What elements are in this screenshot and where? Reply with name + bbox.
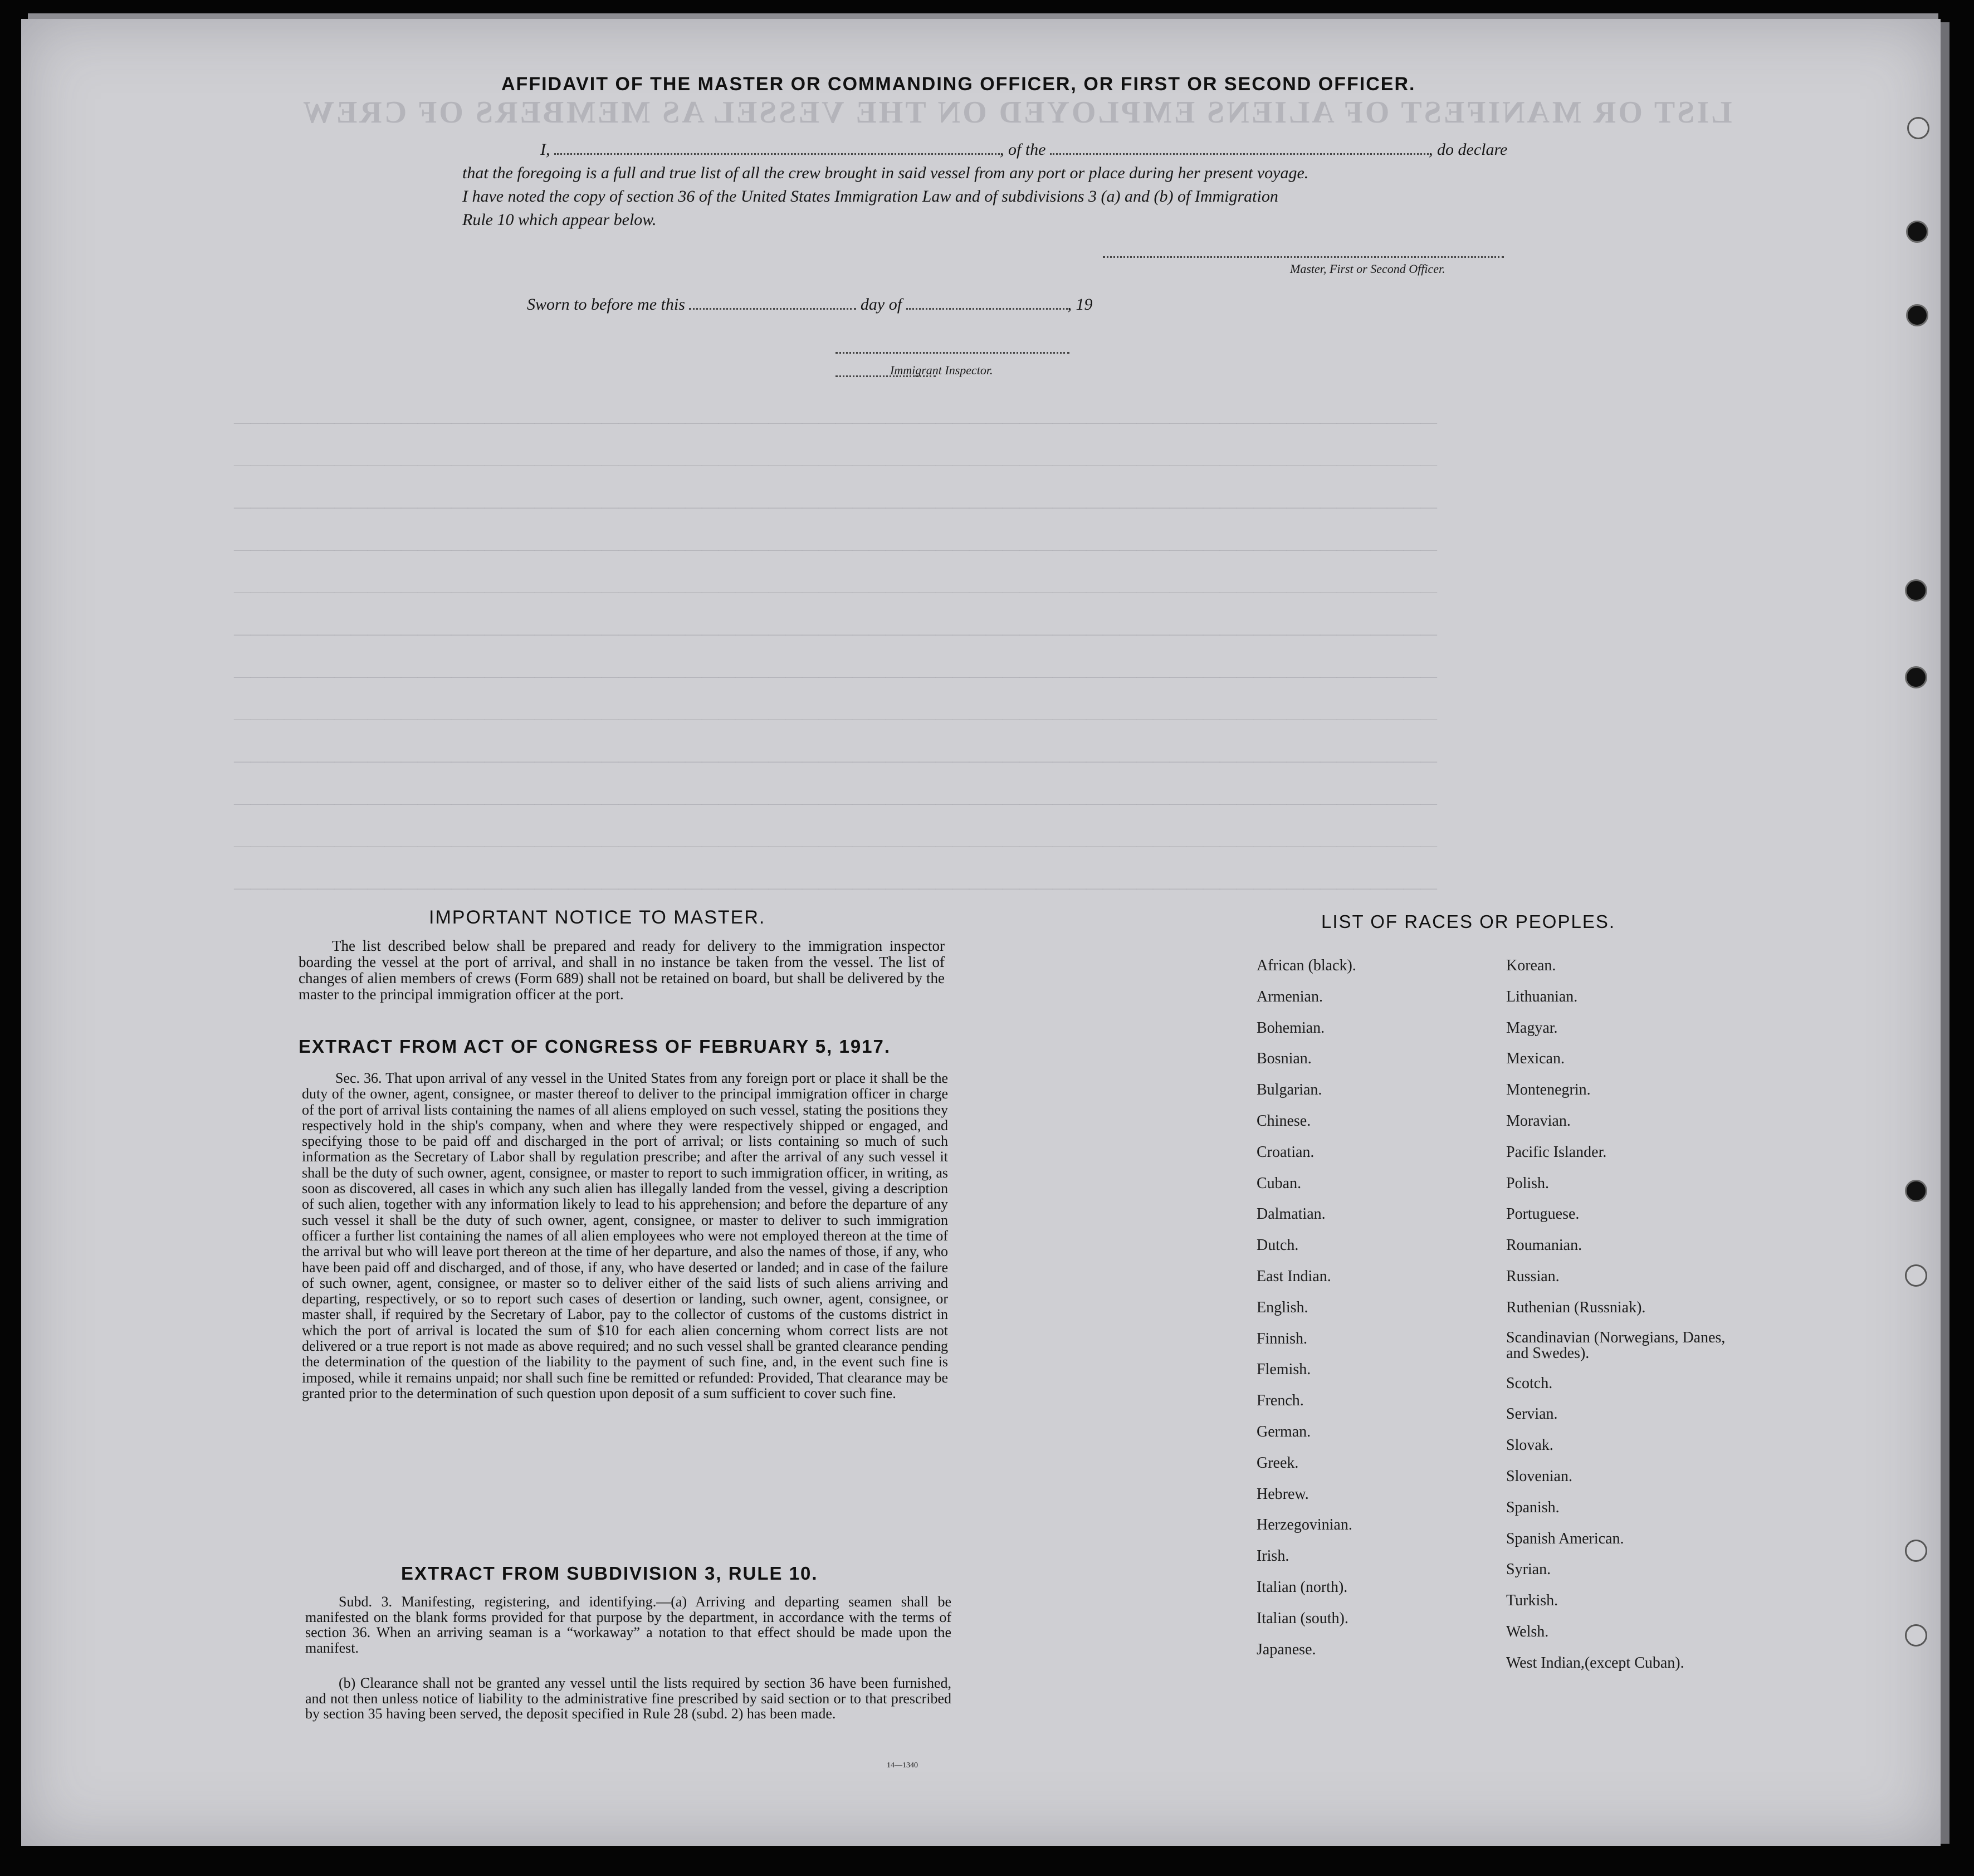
sworn-year: , 19	[1067, 295, 1093, 314]
affidavit-line-4: Rule 10 which appear below.	[462, 211, 657, 229]
affidavit-declaration	[540, 140, 1507, 159]
punch-hole	[1905, 579, 1927, 602]
race-item: Dutch.	[1257, 1237, 1299, 1254]
race-item: Scandinavian (Norwegians, Danes, and Swedes).	[1506, 1328, 1726, 1362]
race-item: Mexican.	[1506, 1050, 1565, 1068]
race-item: Lithuanian.	[1506, 988, 1578, 1005]
punch-hole	[1905, 666, 1927, 688]
race-item: Japanese.	[1257, 1640, 1316, 1658]
vessel-blank	[1050, 142, 1429, 155]
name-blank	[554, 142, 1000, 155]
race-item: Russian.	[1506, 1267, 1560, 1285]
race-item: German.	[1257, 1423, 1311, 1440]
affidavit-title: AFFIDAVIT OF THE MASTER OR COMMANDING OFFICER, OR FIRST OR SECOND OFFICER.	[501, 74, 1416, 95]
race-item: Syrian.	[1506, 1561, 1551, 1579]
rule-extract-body-a: Subd. 3. Manifesting, registering, and identifying.—(a) Arriving and departing seamen shall be manifested on the blank forms provided for that purpose by the department, in accordance with the terms of section 36. When an arriving seaman is a “workaway” a notation to that effect should be made upon the manifest.	[305, 1594, 951, 1656]
punch-hole	[1905, 1624, 1927, 1647]
race-item: Servian.	[1506, 1405, 1558, 1423]
inspector-label: Immigrant Inspector.	[890, 363, 993, 377]
punch-hole	[1906, 304, 1928, 326]
sheet-right-edge	[1941, 22, 1949, 1844]
race-item: Korean.	[1506, 957, 1556, 974]
sworn-month-blank	[906, 297, 1068, 310]
race-item: Ruthenian (Russniak).	[1506, 1298, 1646, 1316]
punch-hole	[1905, 1180, 1927, 1202]
races-right-column	[1506, 957, 1740, 1686]
declaration-of-the: , of the	[1000, 140, 1046, 159]
declaration-do-declare: , do declare	[1429, 140, 1508, 159]
race-item: Welsh.	[1506, 1623, 1549, 1640]
race-item: Flemish.	[1257, 1361, 1311, 1379]
race-item: Spanish American.	[1506, 1530, 1624, 1547]
affidavit-line-3: I have noted the copy of section 36 of the United States Immigration Law and of subdivisions 3 (a) and (b) of Immigration	[462, 187, 1278, 206]
rule-extract-title: EXTRACT FROM SUBDIVISION 3, RULE 10.	[401, 1563, 818, 1584]
master-signature-line	[1103, 245, 1504, 258]
sworn-prefix: Sworn to before me this	[527, 295, 685, 314]
race-item: African (black).	[1257, 957, 1356, 974]
notice-body: The list described below shall be prepared and ready for delivery to the immigration inspector boarding the vessel at the port of arrival, and shall in no instance be taken from the vessel. The list of changes of alien members of crews (Form 689) shall not be retained on board, but shall be delivered by the master to the principal immigration officer at the port.	[299, 937, 945, 1003]
punch-hole	[1907, 117, 1929, 139]
race-item: Pacific Islander.	[1506, 1143, 1607, 1161]
race-item: Scotch.	[1506, 1374, 1553, 1392]
race-item: English.	[1257, 1298, 1308, 1316]
race-item: Italian (north).	[1257, 1578, 1348, 1596]
punch-hole	[1905, 1264, 1927, 1287]
races-title: LIST OF RACES OR PEOPLES.	[1321, 911, 1616, 932]
master-signature-label: Master, First or Second Officer.	[1290, 262, 1445, 276]
race-item: West Indian,(except Cuban).	[1506, 1654, 1684, 1672]
race-item: Herzegovinian.	[1257, 1516, 1352, 1534]
act-extract-title: EXTRACT FROM ACT OF CONGRESS OF FEBRUARY 5, 1917.	[299, 1036, 891, 1057]
sworn-day-of: day of	[860, 295, 902, 314]
race-item: Montenegrin.	[1506, 1081, 1591, 1099]
race-item: Chinese.	[1257, 1112, 1311, 1130]
race-item: Irish.	[1257, 1547, 1289, 1565]
rule-extract-body-b: (b) Clearance shall not be granted any vessel until the lists required by section 36 have been furnished, and not then unless notice of liability to the administrative fine prescribed by said section or to that prescribed by section 35 having been served, the deposit specified in Rule 28 (subd. 2) has been made.	[305, 1675, 951, 1722]
sworn-line	[527, 295, 1093, 314]
race-item: Magyar.	[1506, 1019, 1558, 1037]
race-item: Roumanian.	[1506, 1237, 1582, 1254]
affidavit-line-2: that the foregoing is a full and true list of all the crew brought in said vessel from any port or place during her present voyage.	[462, 164, 1309, 182]
race-item: East Indian.	[1257, 1267, 1331, 1285]
race-item: Finnish.	[1257, 1330, 1308, 1347]
races-left-column	[1257, 957, 1356, 1672]
race-item: Turkish.	[1506, 1592, 1558, 1610]
race-item: Polish.	[1506, 1174, 1550, 1192]
race-item: Italian (south).	[1257, 1609, 1348, 1627]
race-item: Bohemian.	[1257, 1019, 1325, 1037]
form-number: 14—1340	[887, 1761, 918, 1770]
punch-hole	[1906, 221, 1928, 243]
race-item: Portuguese.	[1506, 1205, 1580, 1223]
bleed-through-header: LIST OR MANIFEST OF ALIENS EMPLOYED ON THE VESSEL AS MEMBERS OF CREW	[301, 95, 1732, 130]
race-item: Croatian.	[1257, 1143, 1315, 1161]
race-item: French.	[1257, 1392, 1304, 1410]
race-item: Bulgarian.	[1257, 1081, 1322, 1099]
race-item: Dalmatian.	[1257, 1205, 1326, 1223]
race-item: Greek.	[1257, 1454, 1299, 1472]
race-item: Bosnian.	[1257, 1050, 1312, 1068]
race-item: Armenian.	[1257, 988, 1323, 1005]
sworn-day-blank	[689, 297, 856, 310]
race-item: Hebrew.	[1257, 1485, 1309, 1503]
declaration-i: I,	[540, 140, 550, 159]
bleed-through-rows: ———————————————————————————————————————————————————————————————————————— ———————————————————————————————————————————————————————————————————————— ———————————————————————————————————————————————————————————————————————— ———————————————————————————————————————————————————————————————————————— ———————————————————————————————————————————————————————————————————————— ———————————————————————————————————————————————————————————————————————— ———————————————————————————————————————————————————————————————————————— ———————————————————————————————————————————————————————————————————————— ———————————————————————————————————————————————————————————————————————— ———————————————————————————————————————————————————————————————————————— ———————————————————————————————————————————————————————————————————————— ————————————————————————————————————————————————————————————————————————	[234, 413, 1437, 897]
punch-hole	[1905, 1540, 1927, 1562]
notice-title: IMPORTANT NOTICE TO MASTER.	[429, 907, 766, 928]
race-item: Cuban.	[1257, 1174, 1302, 1192]
race-item: Spanish.	[1506, 1498, 1560, 1516]
inspector-signature-line	[835, 341, 1069, 354]
race-item: Slovak.	[1506, 1437, 1553, 1454]
race-item: Slovenian.	[1506, 1467, 1572, 1485]
act-extract-body: Sec. 36. That upon arrival of any vessel in the United States from any foreign port or place it shall be the duty of the owner, agent, consignee, or master thereof to deliver to the principal immigration officer in charge of the port of arrival lists containing the names of all aliens employed on such vessel, stating the positions they respectively hold in the ship's company, when and where they were respectively shipped or engaged, and specifying those to be paid off and discharged in the port of arrival; or lists containing so much of such information as the Secretary of Labor shall by regulation prescribe; and after the arrival of any such vessel it shall be the duty of such owner, agent, consignee, or master to report to such immigration officer, in writing, as soon as discovered, all cases in which any such alien has illegally landed from the vessel, giving a description of such alien, together with any information likely to lead to his apprehension; and before the departure of any such vessel it shall be the duty of such owner, agent, consignee, or master to deliver to such immigration officer a further list containing the names of all alien employees who were not employed thereon at the time of the arrival but who will leave port thereon at the time of her departure, and also the names of those, if any, who have been paid off and discharged, and of those, if any, who have deserted or landed; and in case of the failure of such owner, agent, consignee, or master so to deliver either of the said lists of such aliens arriving and departing, respectively, or so to report such cases of desertion or landing, such owner, agent, consignee, or master shall, if required by the Secretary of Labor, pay to the collector of customs of the customs district in which the port of arrival is located the sum of $10 for each alien concerning whom correct lists are not delivered or a true report is not made as above required; and no such vessel shall be granted clearance pending the determination of the question of the liability to the payment of such fine, and, in the event such fine is imposed, while it remains unpaid; nor shall such fine be remitted or refunded: Provided, That clearance may be granted prior to the determination of such question upon deposit of a sum sufficient to cover such fine.	[302, 1070, 948, 1401]
race-item: Moravian.	[1506, 1112, 1571, 1130]
